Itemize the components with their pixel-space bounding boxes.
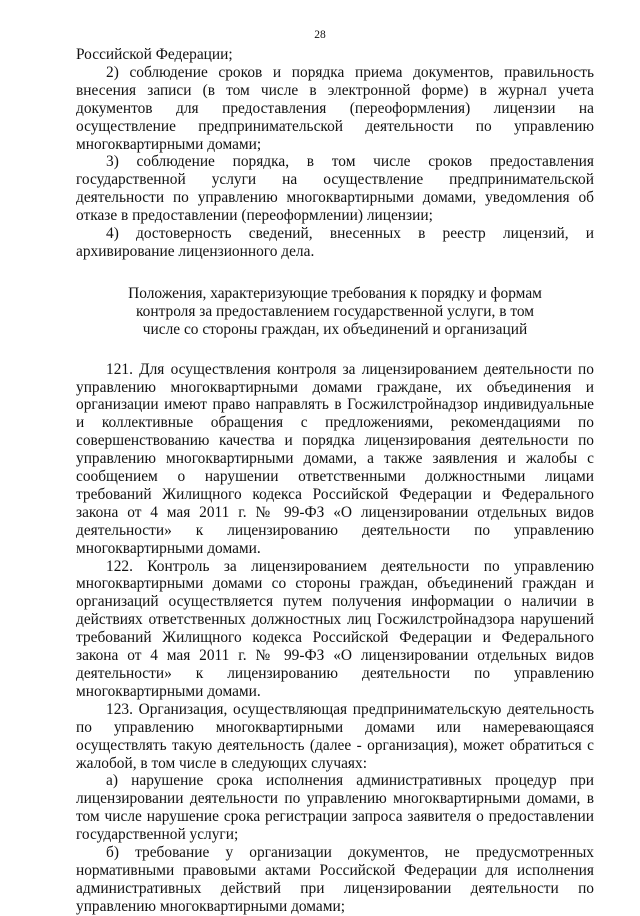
clause-121: 121. Для осуществления контроля за лицензированием деятельности по управлению многоквартирными домами граждане, их объединения и организации имеют право направлять в Госжилстройнадзор индивидуальные и коллективные обращения с предложениями, рекомендациями по совершенствованию качества и порядка лицензирования деятельности по управлению многоквартирными домами, а также заявления и жалобы с сообщением о нарушении ответственными должностными лицами требований Жилищного кодекса Российской Федерации и Федерального закона от 4 мая 2011 г. № 99-ФЗ «О лицензировании отдельных видов деятельности» к лицензированию деятельности по управлению многоквартирными домами. bbox=[76, 360, 594, 557]
list-item-3: 3) соблюдение порядка, в том числе сроков предоставления государственной услуги на осуществление предпринимательской деятельности по управлению многоквартирными домами, уведомления об отказе в предоставлении (переоформлении) лицензии; bbox=[76, 153, 594, 225]
clause-123: 123. Организация, осуществляющая предпринимательскую деятельность по управлению многоквартирными домами или намеревающаяся осуществлять такую деятельность (далее - организация), может обратиться с жалобой, в том числе в следующих случаях: bbox=[76, 700, 594, 772]
list-item-2: 2) соблюдение сроков и порядка приема документов, правильность внесения записи (в том числе в электронной форме) в журнал учета документов для предоставления (переоформления) лицензии на осуществление предпринимательской деятельности по управлению многоквартирными домами; bbox=[76, 63, 594, 153]
subclause-b: б) требование у организации документов, не предусмотренных нормативными правовыми актами Российской Федерации для исполнения административных действий при лицензировании деятельности по управлению многоквартирными домами; bbox=[76, 844, 594, 915]
subclause-a: а) нарушение срока исполнения административных процедур при лицензировании деятельности по управлению многоквартирными домами, в том числе нарушение срока регистрации запроса заявителя о предоставлении государственной услуги; bbox=[76, 772, 594, 844]
section-heading: Положения, характеризующие требования к порядку и формам контроля за предоставлением государственной услуги, в том числе со стороны граждан, их объединений и организаций bbox=[128, 284, 542, 338]
page-number: 28 bbox=[314, 29, 326, 41]
list-item-4: 4) достоверность сведений, внесенных в реестр лицензий, и архивирование лицензионного дела. bbox=[76, 225, 594, 260]
clause-122: 122. Контроль за лицензированием деятельности по управлению многоквартирными домами со стороны граждан, объединений граждан и организаций осуществляется путем получения информации о наличии в действиях ответственных должностных лиц Госжилстройнадзора нарушений требований Жилищного кодекса Российской Федерации и Федерального закона от 4 мая 2011 г. № 99-ФЗ «О лицензировании отдельных видов деятельности» к лицензированию деятельности по управлению многоквартирными домами. bbox=[76, 557, 594, 700]
paragraph-continuation: Российской Федерации; bbox=[76, 46, 233, 63]
document-body bbox=[76, 46, 594, 916]
